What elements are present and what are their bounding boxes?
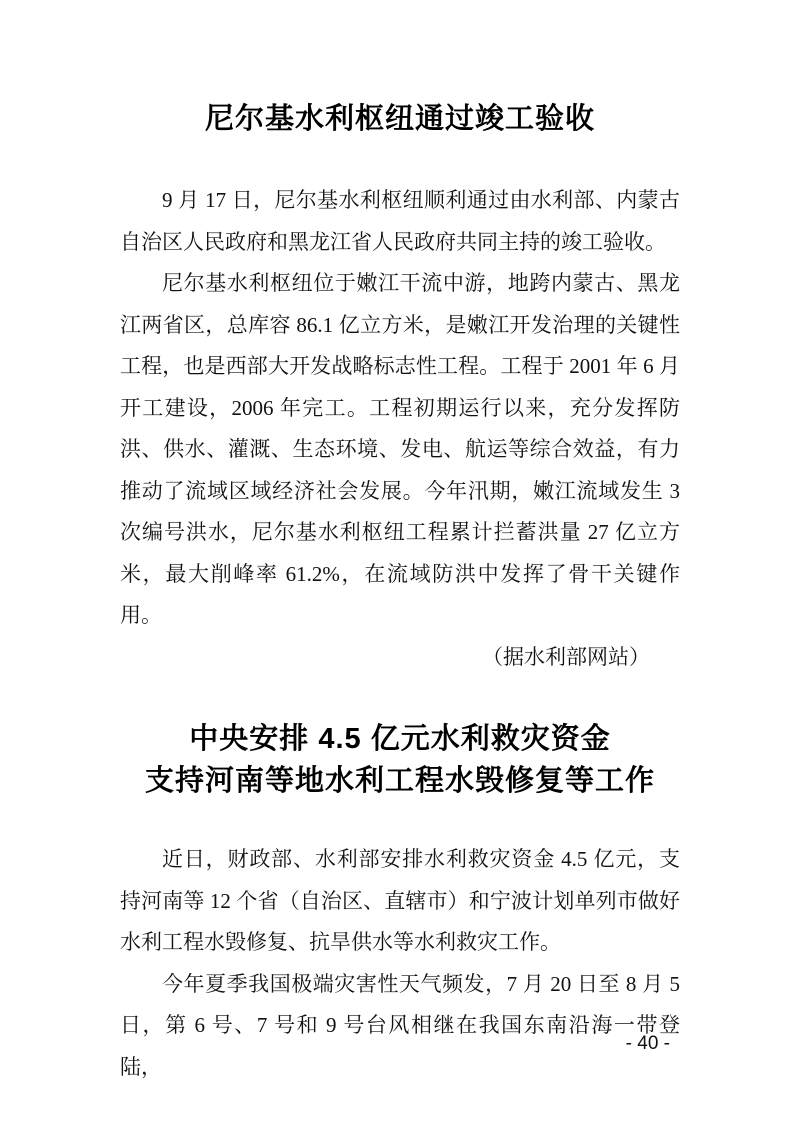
article2-body <box>120 839 680 1088</box>
article1-title: 尼尔基水利枢纽通过竣工验收 <box>204 103 595 135</box>
article2-title <box>120 718 680 802</box>
article-relief-funds <box>120 718 680 1088</box>
article2-title-line1: 中央安排 4.5 亿元水利救灾资金 <box>189 723 611 755</box>
article1-paragraph-1: 9 月 17 日，尼尔基水利枢纽顺利通过由水利部、内蒙古自治区人民政府和黑龙江省人民政府共同主持的竣工验收。 <box>120 188 680 254</box>
article-nierji <box>120 100 680 678</box>
article2-paragraph-1: 近日，财政部、水利部安排水利救灾资金 4.5 亿元，支持河南等 12 个省（自治区、直辖市）和宁波计划单列市做好水利工程水毁修复、抗旱供水等水利救灾工作。 <box>120 847 680 954</box>
page-content <box>0 100 800 1088</box>
article1-paragraph-2: 尼尔基水利枢纽位于嫩江干流中游，地跨内蒙古、黑龙江两省区，总库容 86.1 亿立方米，是嫩江开发治理的关键性工程，也是西部大开发战略标志性工程。工程于 2001 年 6 月开工建设，2006 年完工。工程初期运行以来，充分发挥防洪、供水、灌溉、生态环境、发电、航运等综合效益，有力推动了流域区域经济社会发展。今年汛期，嫩江流域发生 3 次编号洪水，尼尔基水利枢纽工程累计拦蓄洪量 27 亿立方米，最大削峰率 61.2%，在流域防洪中发挥了骨干关键作用。 <box>120 271 680 627</box>
article1-source-attribution: （据水利部网站） <box>482 644 650 669</box>
article2-title-line2: 支持河南等地水利工程水毁修复等工作 <box>144 765 655 797</box>
article2-paragraph-2: 今年夏季我国极端灾害性天气频发，7 月 20 日至 8 月 5 日，第 6 号、7 号和 9 号台风相继在我国东南沿海一带登陆， <box>120 971 680 1079</box>
page-number: - 40 - <box>625 1033 670 1054</box>
